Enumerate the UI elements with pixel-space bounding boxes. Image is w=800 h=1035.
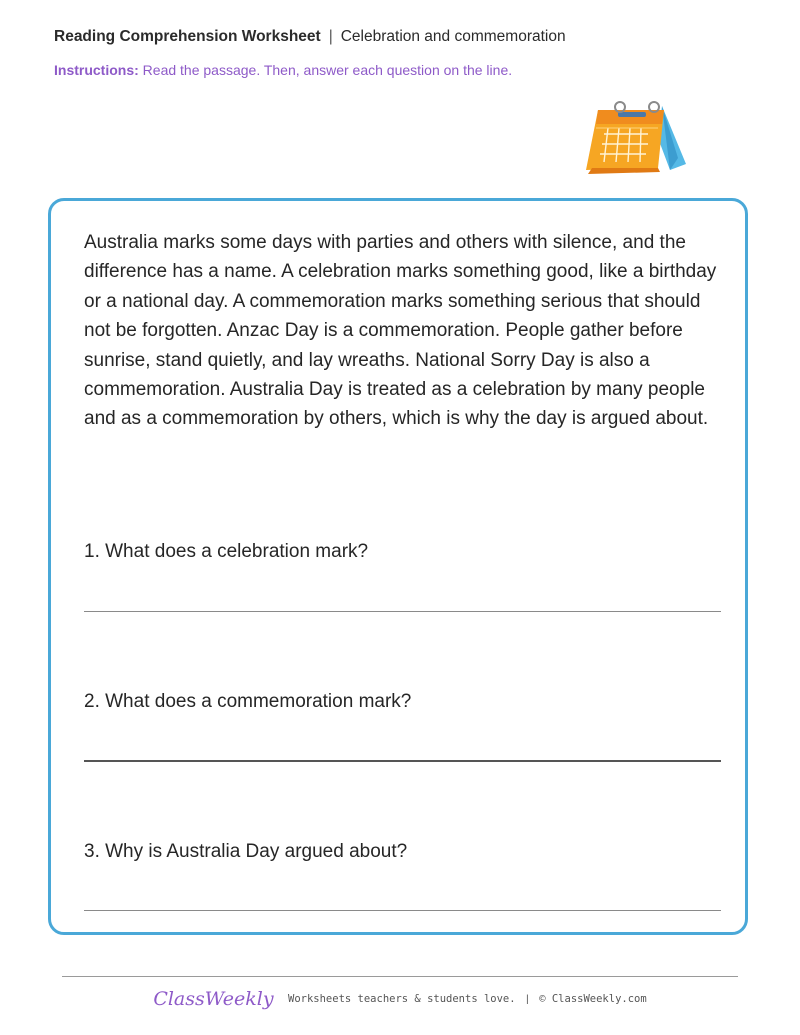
instructions-label: Instructions:: [54, 62, 139, 78]
question-3: 3. Why is Australia Day argued about?: [84, 841, 408, 862]
question-2: 2. What does a commemoration mark?: [84, 691, 412, 712]
instructions-text: Read the passage. Then, answer each question on the line.: [142, 62, 513, 78]
answer-line-2[interactable]: [84, 760, 721, 762]
footer-tagline: Worksheets teachers & students love.: [288, 993, 516, 1005]
reading-passage: Australia marks some days with parties and others with silence, and the difference has a name. A celebration marks something good, like a birthday or a national day. A commemoration marks something serious that should not be forgotten. Anzac Day is a commemoration. People gather before sunrise, stand quietly, and lay wreaths. National Sorry Day is also a commemoration. Australia Day is treated as a celebration by many people and as a commemoration by others, which is why the day is argued about.: [84, 232, 717, 430]
calendar-icon: [578, 98, 690, 176]
header-separator: |: [328, 28, 333, 45]
answer-line-3[interactable]: [84, 910, 721, 911]
calendar-illustration: [578, 98, 690, 176]
brand-logo: ClassWeekly: [153, 988, 274, 1010]
footer-separator: |: [526, 993, 529, 1005]
passage-card: [48, 198, 748, 935]
footer-copyright: © ClassWeekly.com: [539, 993, 647, 1005]
instructions: [54, 60, 514, 81]
footer: [0, 988, 800, 1010]
footer-divider: [62, 976, 738, 977]
worksheet-header: [54, 28, 566, 46]
answer-line-1[interactable]: [84, 611, 721, 612]
question-1: 1. What does a celebration mark?: [84, 541, 369, 562]
worksheet-title: Reading Comprehension Worksheet: [54, 28, 321, 45]
worksheet-topic: Celebration and commemoration: [340, 28, 566, 45]
